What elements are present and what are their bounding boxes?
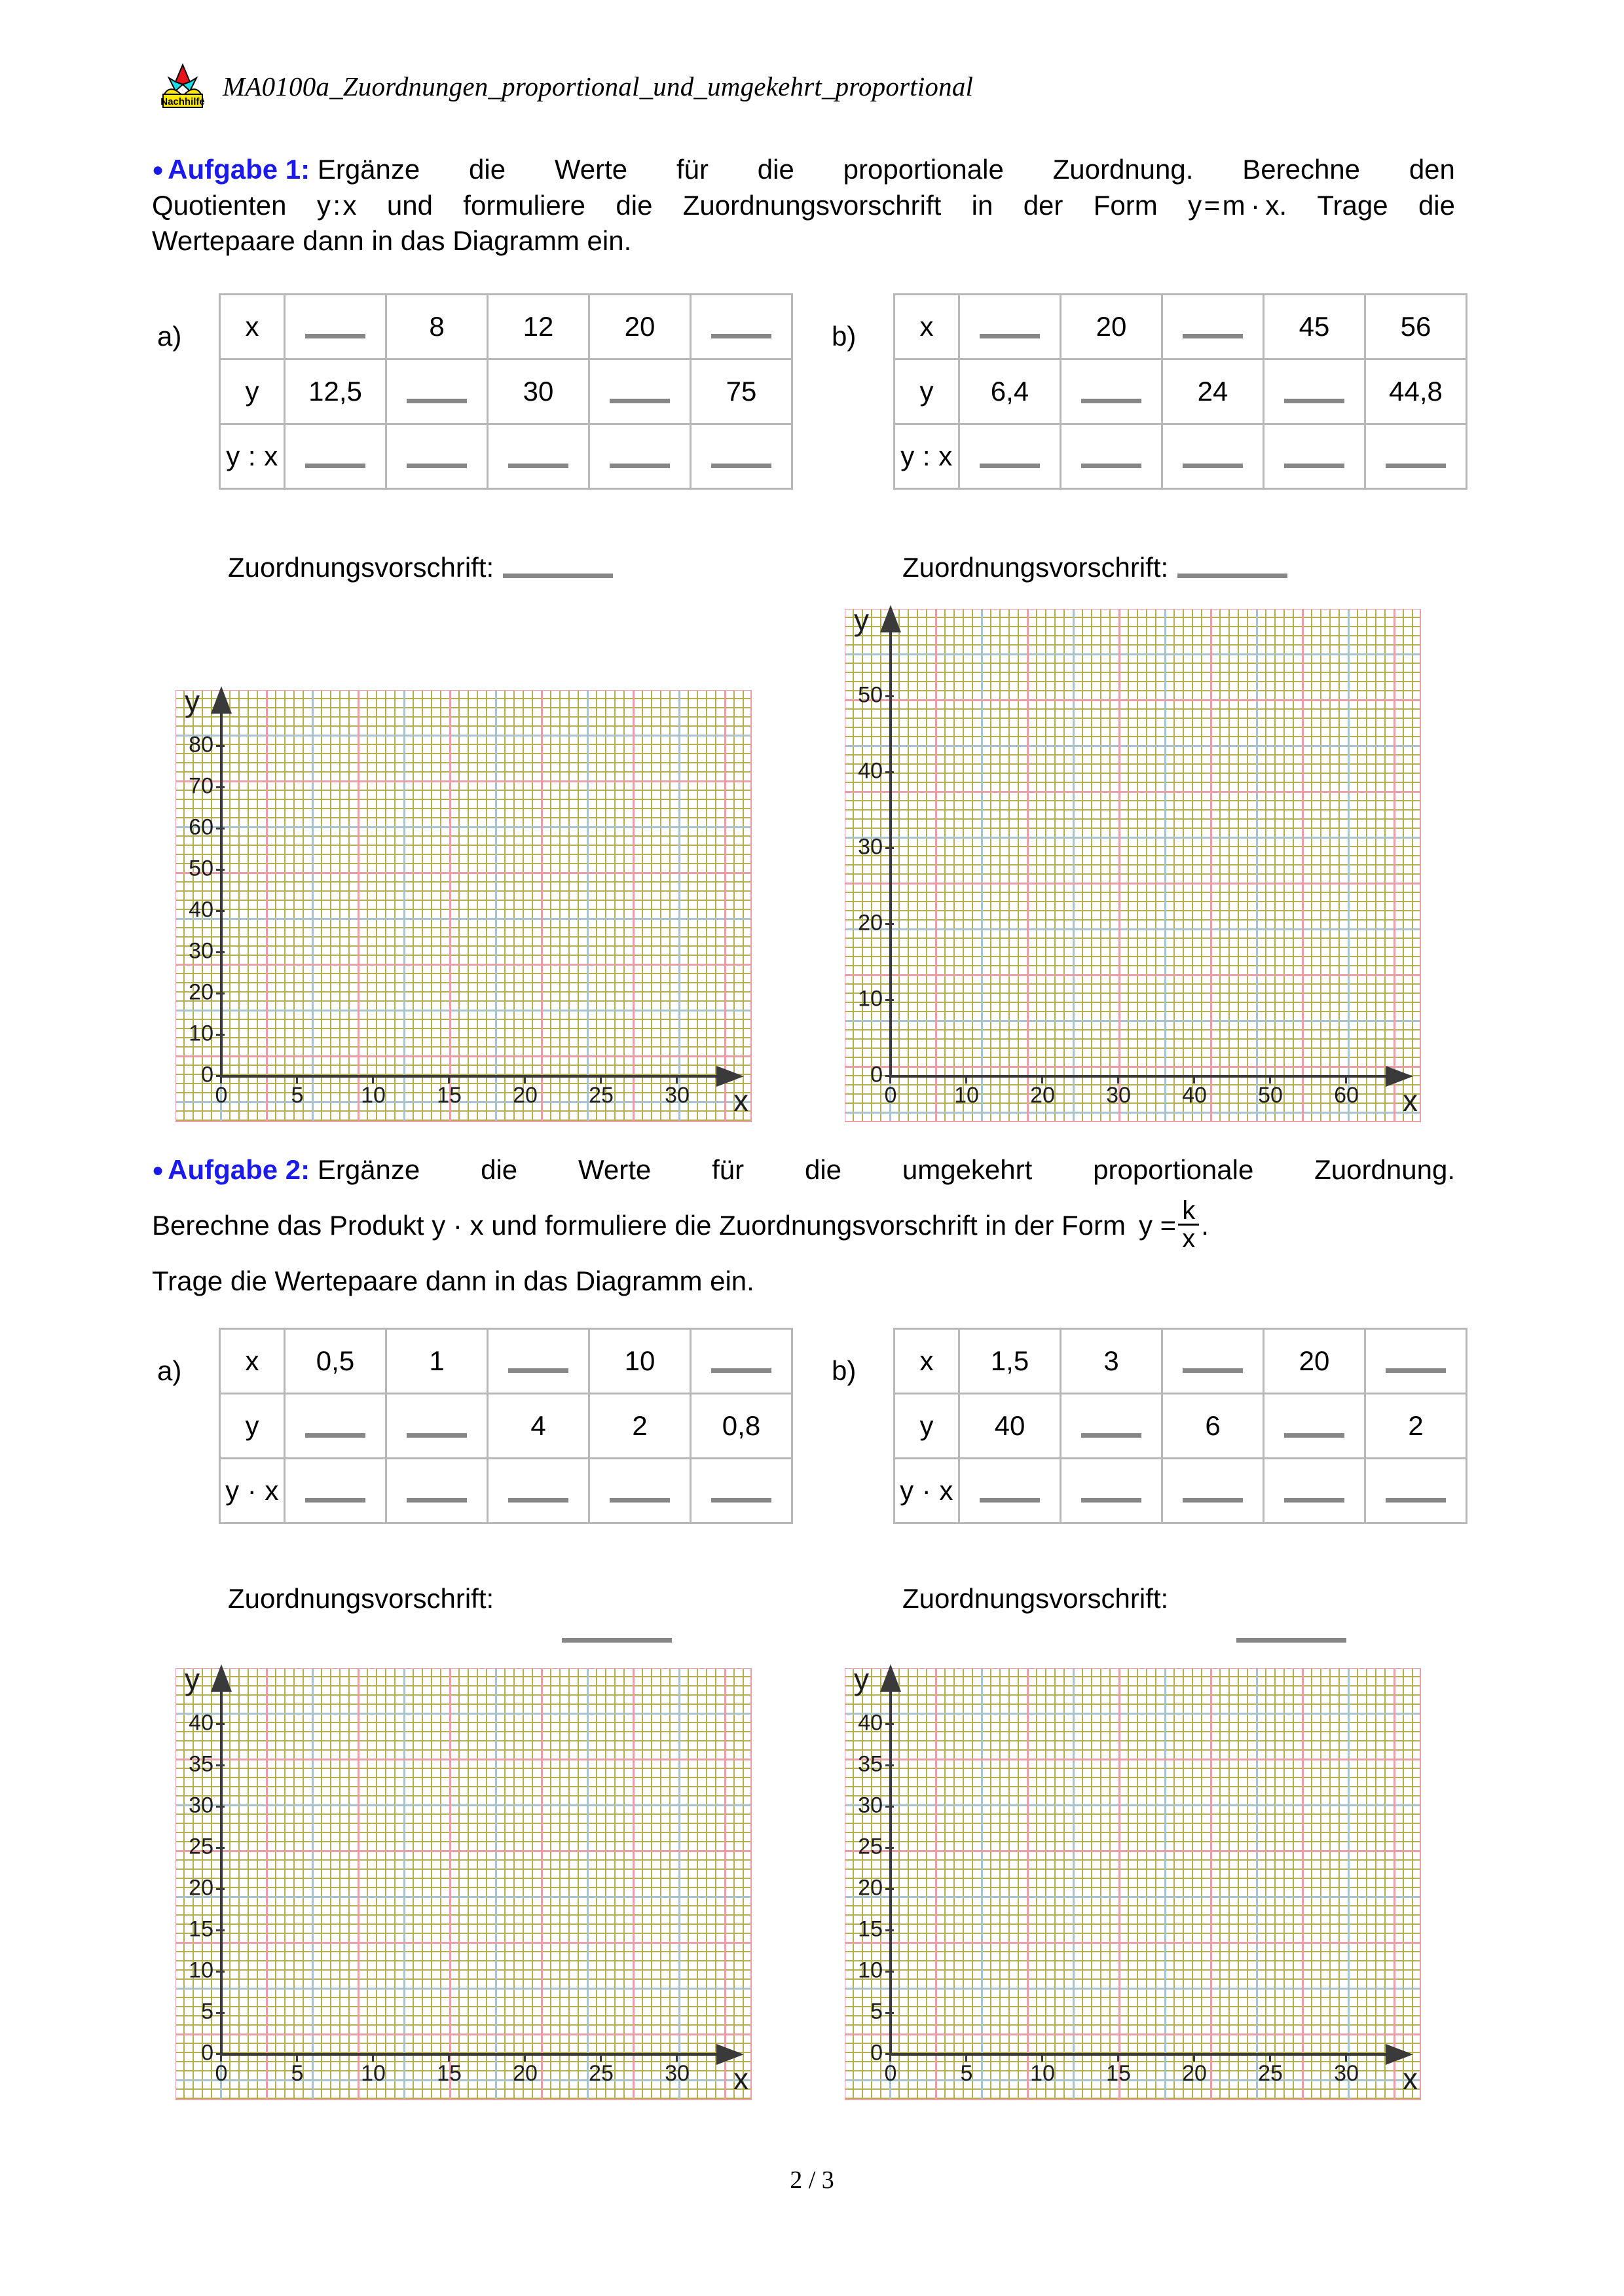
y-tick-label: 40 [189, 1710, 213, 1736]
subtask-letter-1b: b) [832, 321, 857, 352]
values-table-2b [893, 1328, 1467, 1524]
aufgabe-1-line-3: Wertepaare dann in das Diagramm ein. [152, 225, 632, 257]
y-tick-label: 20 [189, 979, 213, 1005]
y-axis-name: y [854, 1662, 869, 1696]
cell-p-0[interactable] [959, 1459, 1061, 1523]
y-axis-2a [220, 1689, 223, 2054]
table-row [895, 424, 1467, 489]
cell-x-3[interactable]: 20 [589, 295, 691, 359]
zuordnungsvorschrift-2b [902, 1583, 1168, 1614]
blank-fill-line [407, 444, 467, 468]
bullet-icon: ● [152, 159, 164, 181]
subtask-letter-2a: a) [157, 1355, 182, 1386]
cell-y-0[interactable]: 12,5 [285, 359, 386, 424]
blank-fill-line [1284, 444, 1344, 468]
zuordnungsvorschrift-label: Zuordnungsvorschrift: [902, 552, 1169, 583]
formula-lhs: y = [1139, 1209, 1177, 1241]
aufgabe-2-line-1: Ergänze die Werte für die umgekehrt proportionale Zuordnung. [317, 1154, 1455, 1185]
blank-fill-line [508, 444, 568, 468]
x-tick-label: 25 [589, 2061, 614, 2086]
table-row [220, 1329, 792, 1394]
x-tick-label: 0 [215, 1083, 228, 1108]
x-tick-label: 40 [1182, 1083, 1207, 1108]
y-tick [885, 1888, 894, 1890]
x-tick-label: 15 [437, 2061, 462, 2086]
y-tick [216, 910, 225, 912]
diagram-2b[interactable] [845, 1662, 1421, 2100]
row-label-y: y [895, 1394, 959, 1459]
blank-fill-line [980, 1478, 1040, 1503]
blank-fill-line [711, 444, 771, 468]
zuordnungsvorschrift-label: Zuordnungsvorschrift: [902, 1583, 1169, 1614]
cell-y-2[interactable]: 24 [1162, 359, 1264, 424]
y-tick-label: 0 [201, 2040, 213, 2066]
blank-fill-line [1386, 1478, 1446, 1503]
cell-y-2[interactable]: 30 [488, 359, 589, 424]
x-tick-label: 10 [1030, 2061, 1055, 2086]
cell-x-4[interactable]: 56 [1365, 295, 1467, 359]
cell-y-2[interactable]: 6 [1162, 1394, 1264, 1459]
y-tick [216, 1971, 225, 1973]
y-tick [216, 1034, 225, 1036]
y-tick [216, 1888, 225, 1890]
blank-fill-line [711, 314, 771, 338]
values-table-1a [219, 293, 793, 490]
y-tick [216, 869, 225, 871]
y-tick [885, 1806, 894, 1808]
document-title: MA0100a_Zuordnungen_proportional_und_umgekehrt_proportional [223, 71, 974, 101]
x-tick-label: 25 [1258, 2061, 1283, 2086]
cell-y-3[interactable]: 2 [589, 1394, 691, 1459]
x-tick-label: 30 [1106, 1083, 1131, 1108]
blank-fill-line [407, 1413, 467, 1438]
row-label-y: y [220, 1394, 285, 1459]
blank-fill-line [610, 379, 670, 403]
zuordnungsvorschrift-1a [228, 552, 613, 583]
y-axis-1a [220, 711, 223, 1076]
cell-y-3[interactable] [1264, 359, 1365, 424]
cell-x-4[interactable] [1365, 1329, 1467, 1394]
cell-y-1[interactable] [1061, 1394, 1162, 1459]
table-row [895, 1329, 1467, 1394]
y-tick [216, 993, 225, 994]
aufgabe-2-line-2-text: Berechne das Produkt y · x und formuliere die Zuordnungsvorschrift in der Form [152, 1209, 1126, 1241]
y-tick-label: 80 [189, 732, 213, 757]
answer-blank-line[interactable] [503, 556, 613, 578]
y-tick [216, 951, 225, 953]
x-tick-label: 10 [361, 2061, 386, 2086]
cell-y-0[interactable]: 6,4 [959, 359, 1061, 424]
y-tick-label: 40 [189, 897, 213, 922]
y-tick-label: 0 [201, 1062, 213, 1087]
x-tick-label: 10 [361, 1083, 386, 1108]
zuordnungsvorschrift-2a [228, 1583, 494, 1614]
aufgabe-2-line-3: Trage die Wertepaare dann in das Diagramm ein. [152, 1265, 754, 1296]
cell-x-4[interactable] [691, 295, 792, 359]
y-tick-label: 40 [858, 758, 883, 784]
x-axis-name: x [733, 2062, 748, 2096]
y-tick [216, 2012, 225, 2014]
table-2a-wrap [157, 1328, 793, 1524]
y-tick-label: 50 [189, 856, 213, 881]
cell-p-1[interactable] [1061, 1459, 1162, 1523]
cell-y-4[interactable]: 0,8 [691, 1394, 792, 1459]
cell-y-3[interactable] [589, 359, 691, 424]
formula-tail: . [1201, 1209, 1209, 1241]
x-axis-name: x [1403, 2062, 1418, 2096]
cell-q-1[interactable] [386, 424, 488, 489]
diagram-2a[interactable] [175, 1662, 752, 2100]
row-label-x: x [895, 1329, 959, 1394]
blank-fill-line [711, 1478, 771, 1503]
diagram-1a[interactable] [175, 684, 752, 1122]
row-label-y: y [220, 359, 285, 424]
cell-p-3[interactable] [1264, 1459, 1365, 1523]
x-tick-label: 5 [291, 1083, 304, 1108]
table-1b-wrap [832, 293, 1467, 490]
cell-q-3[interactable] [589, 424, 691, 489]
table-row [220, 424, 792, 489]
x-tick-label: 30 [1334, 2061, 1359, 2086]
cell-x-3[interactable]: 45 [1264, 295, 1365, 359]
blank-fill-line [1081, 1478, 1141, 1503]
cell-y-1[interactable] [386, 1394, 488, 1459]
cell-q-3[interactable] [1264, 424, 1365, 489]
aufgabe-1-text [152, 152, 1455, 259]
cell-q-4[interactable] [1365, 424, 1467, 489]
table-row [220, 1459, 792, 1523]
blank-fill-line [1284, 1478, 1344, 1503]
y-tick-label: 20 [858, 910, 883, 936]
y-tick [216, 786, 225, 788]
cell-q-2[interactable] [1162, 424, 1264, 489]
y-tick-label: 0 [870, 1062, 883, 1087]
svg-text:Nachhilfe: Nachhilfe [160, 96, 205, 107]
y-tick [885, 1929, 894, 1931]
fraction-k-over-x [1178, 1197, 1199, 1252]
fraction-denominator: x [1178, 1224, 1199, 1252]
table-row [895, 1394, 1467, 1459]
page-header [157, 62, 973, 111]
x-tick-label: 0 [884, 2061, 897, 2086]
cell-p-3[interactable] [589, 1459, 691, 1523]
x-tick-label: 20 [1030, 1083, 1055, 1108]
x-tick-label: 30 [665, 1083, 690, 1108]
aufgabe-1-line-2: Quotienten y : x und formuliere die Zuordnungsvorschrift in der Form y = m · x. Trage die [152, 189, 1455, 221]
table-row [220, 295, 792, 359]
answer-blank-line[interactable] [1177, 556, 1287, 578]
blank-fill-line [305, 444, 365, 468]
x-tick-label: 0 [215, 2061, 228, 2086]
y-tick-label: 30 [858, 1793, 883, 1818]
table-row [895, 359, 1467, 424]
y-tick-label: 40 [858, 1710, 883, 1736]
table-row [220, 359, 792, 424]
y-tick-label: 60 [189, 814, 213, 840]
y-tick-label: 10 [858, 1958, 883, 1983]
blank-fill-line [1284, 379, 1344, 403]
blank-fill-line [305, 1478, 365, 1503]
aufgabe-2-heading: ● Aufgabe 2: [152, 1154, 310, 1185]
y-tick-label: 15 [858, 1916, 883, 1942]
row-label-x: x [220, 295, 285, 359]
y-tick-label: 30 [189, 1793, 213, 1818]
table-row [895, 1459, 1467, 1523]
blank-fill-line [407, 379, 467, 403]
cell-y-4[interactable]: 44,8 [1365, 359, 1467, 424]
blank-fill-line [508, 1349, 568, 1373]
cell-y-1[interactable] [1061, 359, 1162, 424]
blank-fill-line [980, 444, 1040, 468]
y-tick-label: 30 [189, 938, 213, 964]
y-tick [885, 999, 894, 1001]
y-tick-label: 20 [189, 1875, 213, 1901]
y-axis-arrow-icon [211, 686, 232, 714]
diagram-1b[interactable] [845, 603, 1421, 1122]
x-tick-label: 15 [437, 1083, 462, 1108]
x-axis-name: x [733, 1084, 748, 1118]
blank-fill-line [305, 1413, 365, 1438]
x-tick-label: 30 [665, 2061, 690, 2086]
y-tick [216, 1847, 225, 1849]
y-axis-arrow-icon [880, 1664, 901, 1692]
y-tick [885, 1723, 894, 1725]
cell-x-3[interactable]: 10 [589, 1329, 691, 1394]
x-tick-label: 25 [589, 1083, 614, 1108]
cell-y-4[interactable]: 75 [691, 359, 792, 424]
formula-y-equals-k-over-x [1139, 1195, 1209, 1253]
blank-fill-line [1183, 444, 1243, 468]
y-tick [216, 828, 225, 829]
y-tick-label: 30 [858, 834, 883, 860]
row-label-y: y [895, 359, 959, 424]
aufgabe-1-line-1: Ergänze die Werte für die proportionale Zuordnung. Berechne den [317, 154, 1455, 185]
subtask-letter-2b: b) [832, 1355, 857, 1386]
y-tick [216, 745, 225, 747]
cell-p-1[interactable] [386, 1459, 488, 1523]
y-tick [885, 2012, 894, 2014]
blank-fill-line [1386, 1349, 1446, 1373]
row-label-product: y · x [220, 1459, 285, 1523]
x-tick-label: 60 [1334, 1083, 1359, 1108]
y-tick [216, 1806, 225, 1808]
y-tick-label: 25 [858, 1834, 883, 1859]
y-tick [885, 695, 894, 697]
row-label-x: x [220, 1329, 285, 1394]
cell-q-0[interactable] [959, 424, 1061, 489]
zuordnungsvorschrift-label: Zuordnungsvorschrift: [228, 1583, 494, 1614]
cell-p-4[interactable] [1365, 1459, 1467, 1523]
cell-x-0[interactable] [285, 295, 386, 359]
cell-y-1[interactable] [386, 359, 488, 424]
cell-p-2[interactable] [1162, 1459, 1264, 1523]
blank-fill-line [1081, 444, 1141, 468]
x-tick-label: 20 [513, 2061, 538, 2086]
blank-fill-line [508, 1478, 568, 1503]
nachhilfe-logo-icon [157, 62, 208, 111]
y-tick [216, 1764, 225, 1766]
table-2b-wrap [832, 1328, 1467, 1524]
blank-fill-line [1284, 1413, 1344, 1438]
blank-fill-line [1183, 314, 1243, 338]
y-tick-label: 35 [858, 1751, 883, 1777]
cell-x-0[interactable]: 1,5 [959, 1329, 1061, 1394]
y-tick [216, 1723, 225, 1725]
blank-fill-line [980, 314, 1040, 338]
cell-x-4[interactable] [691, 1329, 792, 1394]
cell-y-0[interactable] [285, 1394, 386, 1459]
y-tick-label: 10 [189, 1021, 213, 1046]
cell-x-1[interactable]: 1 [386, 1329, 488, 1394]
cell-x-0[interactable]: 0,5 [285, 1329, 386, 1394]
y-tick-label: 50 [858, 682, 883, 708]
y-axis-2b [889, 1689, 892, 2054]
cell-q-2[interactable] [488, 424, 589, 489]
zuordnungsvorschrift-label: Zuordnungsvorschrift: [228, 552, 494, 583]
x-tick-label: 20 [513, 1083, 538, 1108]
table-row [895, 295, 1467, 359]
cell-y-3[interactable] [1264, 1394, 1365, 1459]
y-tick-label: 15 [189, 1916, 213, 1942]
cell-x-1[interactable]: 8 [386, 295, 488, 359]
x-tick-label: 5 [291, 2061, 304, 2086]
y-axis-name: y [185, 684, 200, 718]
blank-fill-line [1183, 1349, 1243, 1373]
values-table-2a [219, 1328, 793, 1524]
cell-q-0[interactable] [285, 424, 386, 489]
subtask-letter-1a: a) [157, 321, 182, 352]
aufgabe-2-paragraph [152, 1152, 1455, 1299]
cell-x-0[interactable] [959, 295, 1061, 359]
values-table-1b [893, 293, 1467, 490]
y-tick-label: 70 [189, 773, 213, 799]
y-tick-label: 10 [189, 1958, 213, 1983]
table-row [220, 1394, 792, 1459]
blank-fill-line [610, 444, 670, 468]
cell-p-2[interactable] [488, 1459, 589, 1523]
x-tick-label: 10 [954, 1083, 979, 1108]
cell-x-2[interactable]: 12 [488, 295, 589, 359]
blank-fill-line [1386, 444, 1446, 468]
bullet-icon: ● [152, 1159, 164, 1182]
aufgabe-2-text [152, 1152, 1455, 1299]
y-axis-arrow-icon [211, 1664, 232, 1692]
page-number: 2 / 3 [790, 2166, 834, 2194]
x-tick-label: 5 [960, 2061, 973, 2086]
answer-blank-line[interactable] [1236, 1638, 1346, 1643]
row-label-quotient: y : x [220, 424, 285, 489]
x-tick-label: 15 [1106, 2061, 1131, 2086]
y-tick-label: 5 [870, 1999, 883, 2024]
zuordnungsvorschrift-1b [902, 552, 1287, 583]
cell-p-4[interactable] [691, 1459, 792, 1523]
table-1a-wrap [157, 293, 793, 490]
blank-fill-line [1081, 379, 1141, 403]
aufgabe-1-paragraph [152, 152, 1455, 259]
cell-q-1[interactable] [1061, 424, 1162, 489]
y-tick-label: 25 [189, 1834, 213, 1859]
cell-x-2[interactable] [488, 1329, 589, 1394]
y-tick-label: 35 [189, 1751, 213, 1777]
y-tick [885, 1764, 894, 1766]
cell-x-1[interactable]: 20 [1061, 295, 1162, 359]
cell-y-4[interactable]: 2 [1365, 1394, 1467, 1459]
aufgabe-2-line-2 [152, 1195, 1455, 1253]
blank-fill-line [305, 314, 365, 338]
cell-y-0[interactable]: 40 [959, 1394, 1061, 1459]
y-tick-label: 10 [858, 986, 883, 1011]
y-tick [885, 771, 894, 773]
y-tick [885, 1971, 894, 1973]
blank-fill-line [407, 1478, 467, 1503]
x-tick-label: 20 [1182, 2061, 1207, 2086]
blank-fill-line [1081, 1413, 1141, 1438]
cell-q-4[interactable] [691, 424, 792, 489]
cell-p-0[interactable] [285, 1459, 386, 1523]
y-axis-name: y [185, 1662, 200, 1696]
y-tick-label: 0 [870, 2040, 883, 2066]
row-label-product: y · x [895, 1459, 959, 1523]
blank-fill-line [610, 1478, 670, 1503]
cell-x-1[interactable]: 3 [1061, 1329, 1162, 1394]
fraction-numerator: k [1182, 1195, 1196, 1225]
x-tick-label: 0 [884, 1083, 897, 1108]
answer-blank-line[interactable] [562, 1638, 672, 1643]
y-tick-label: 20 [858, 1875, 883, 1901]
y-axis-arrow-icon [880, 605, 901, 632]
y-tick [216, 1929, 225, 1931]
aufgabe-1-heading: ● Aufgabe 1: [152, 154, 310, 185]
blank-fill-line [1183, 1478, 1243, 1503]
row-label-x: x [895, 295, 959, 359]
x-tick-label: 50 [1258, 1083, 1283, 1108]
cell-x-3[interactable]: 20 [1264, 1329, 1365, 1394]
cell-x-2[interactable] [1162, 295, 1264, 359]
y-tick [885, 1847, 894, 1849]
y-tick-label: 5 [201, 1999, 213, 2024]
row-label-quotient: y : x [895, 424, 959, 489]
blank-fill-line [711, 1349, 771, 1373]
cell-x-2[interactable] [1162, 1329, 1264, 1394]
x-axis-name: x [1403, 1084, 1418, 1118]
y-tick [885, 923, 894, 925]
y-axis-name: y [854, 603, 869, 637]
cell-y-2[interactable]: 4 [488, 1394, 589, 1459]
y-tick [885, 847, 894, 849]
